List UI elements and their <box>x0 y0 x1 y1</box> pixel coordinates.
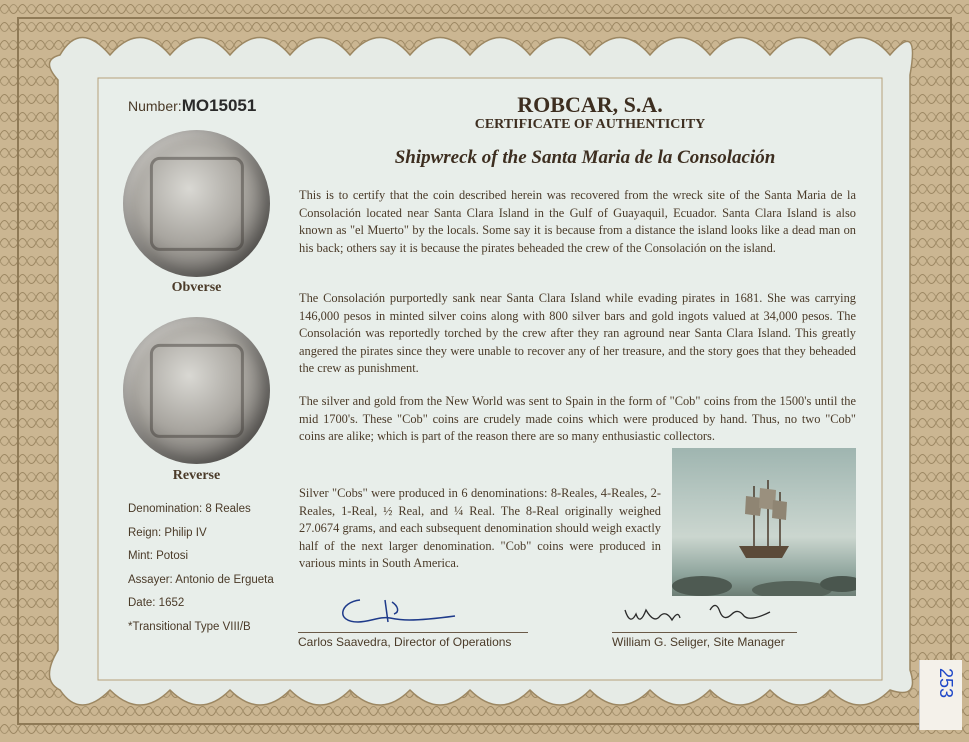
signature-carlos <box>330 592 460 630</box>
spec-assayer: Assayer: Antonio de Ergueta <box>128 573 274 586</box>
reverse-label: Reverse <box>172 468 221 483</box>
certificate-number <box>128 96 256 116</box>
ship-icon <box>734 476 794 566</box>
signature-william <box>620 592 780 630</box>
paragraph-history: The Consolación purportedly sank near Santa Clara Island while evading pirates in 1681. She was carrying 146,000 pesos in minted silver coins along with 800 silver bars and gold ingots valued at 34,000 pesos. The Consolación was reportedly torched by the crew after they ran aground near Santa Clara Island. This greatly angered the pirates since they were unable to recover any of her treasure, and the story goes that they beheaded the crew as punishment. <box>299 291 856 376</box>
signature-name-left: Carlos Saavedra, Director of Operations <box>298 635 512 649</box>
certificate-number-value: MO15051 <box>181 96 257 115</box>
spec-mint: Mint: Potosi <box>128 550 189 562</box>
signature-line-left <box>298 632 528 633</box>
rocks-foreground <box>672 556 856 596</box>
spec-date: Date: 1652 <box>128 597 185 609</box>
spec-reign: Reign: Philip IV <box>128 526 207 539</box>
reverse-coin-image <box>123 317 270 464</box>
company-name: ROBCAR, S.A. <box>517 92 663 117</box>
paragraph-denominations: Silver "Cobs" were produced in 6 denominations: 8-Reales, 4-Reales, 2-Reales, 1-Real, ½ Real, and ¼ Real. The 8-Real originally weighed 27.0674 grams, and each subsequent denomination should weigh exactly half of the next larger denomination. "Cob" coins were produced in various mints in South America. <box>299 486 661 571</box>
obverse-coin-image <box>123 130 270 277</box>
certificate-number-label: Number: <box>128 98 182 114</box>
coin-specs <box>128 498 274 639</box>
stamp-number: 253 <box>936 668 956 699</box>
spec-type: *Transitional Type VIII/B <box>128 620 251 633</box>
signature-name-right: William G. Seliger, Site Manager <box>612 635 785 649</box>
shipwreck-painting <box>672 448 856 596</box>
stamp-number-tag <box>919 660 962 730</box>
paragraph-certify: This is to certify that the coin described herein was recovered from the wreck site of the Santa Maria de la Consolación located near Santa Clara Island in the Gulf of Guayaquil, Ecuador. Santa Clara Island is also known as "el Muerto" by the locals. Some say it is because from a distance the island looks like a dead man on his back; others say it is because the pirates beheaded the crew of the Consolación on the island. <box>299 188 856 255</box>
obverse-label: Obverse <box>171 280 222 295</box>
certificate-title: CERTIFICATE OF AUTHENTICITY <box>474 117 706 132</box>
paragraph-cob-coins: The silver and gold from the New World was sent to Spain in the form of "Cob" coins from the 1500's until the mid 1700's. These "Cob" coins are crudely made coins which were produced by hand. Thus, no two "Cob" coins are alike; which is part of the reason there are so many enthusiastic collectors. <box>299 394 856 444</box>
shipwreck-title: Shipwreck of the Santa Maria de la Consolación <box>394 147 776 168</box>
spec-denomination: Denomination: 8 Reales <box>128 503 251 515</box>
signature-line-right <box>612 632 797 633</box>
